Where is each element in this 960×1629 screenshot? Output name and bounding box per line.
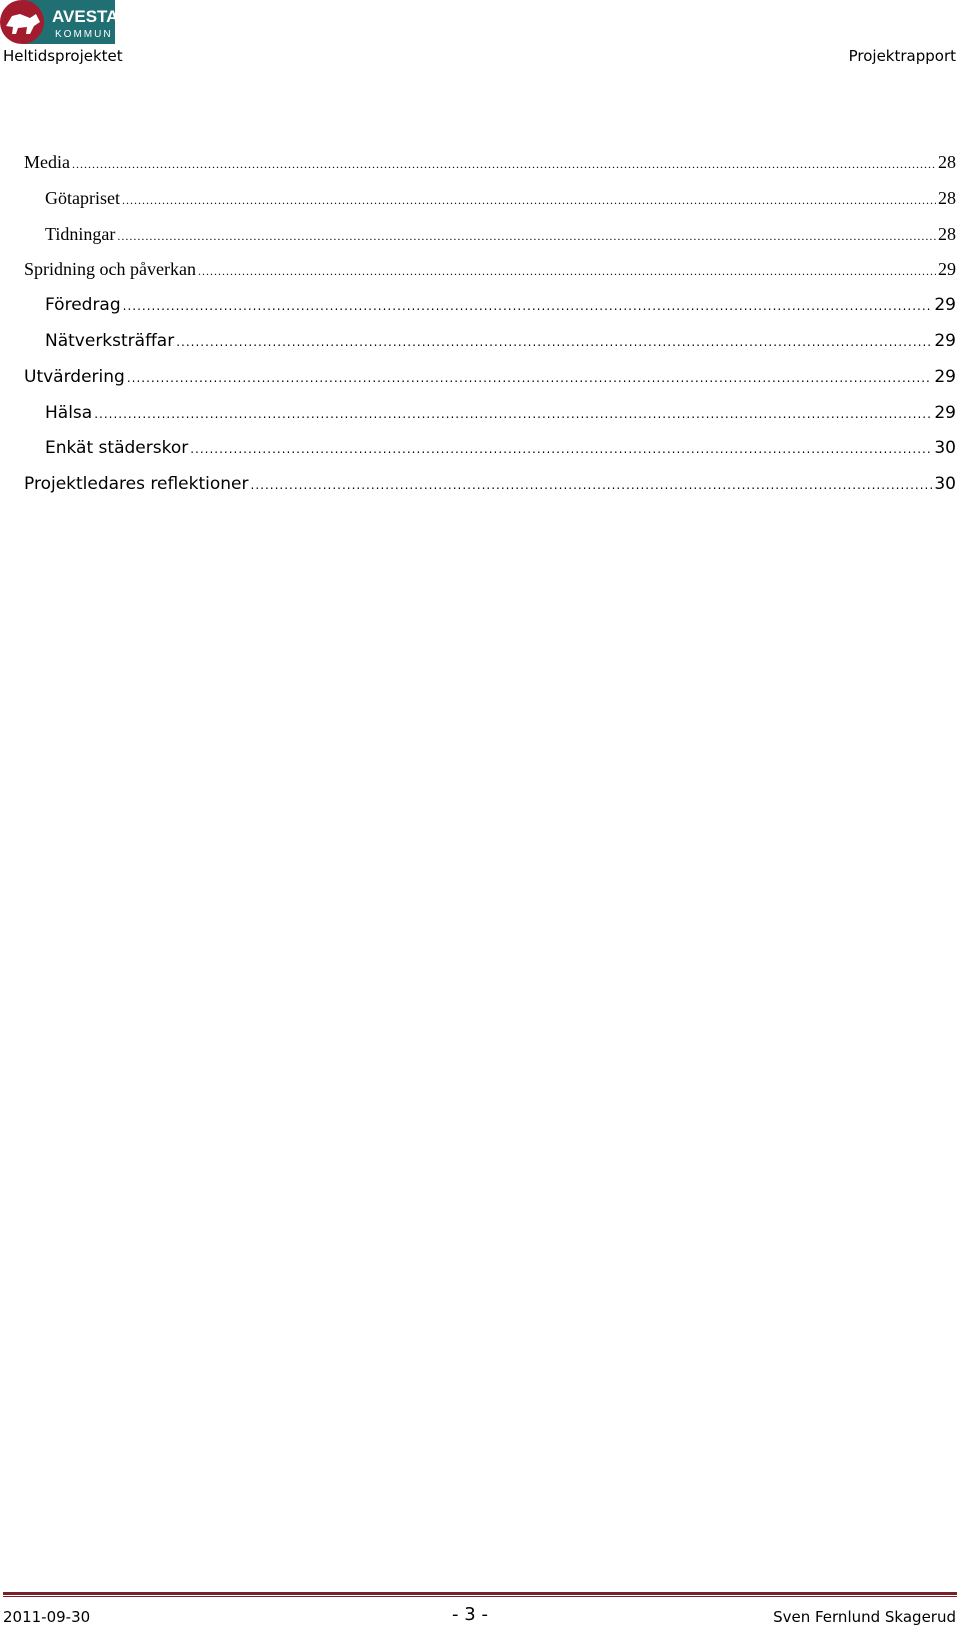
header-document-type: Projektrapport xyxy=(848,47,956,65)
toc-entry-page: 28 xyxy=(938,187,956,208)
toc-leader-dots xyxy=(176,335,932,349)
footer-author: Sven Fernlund Skagerud xyxy=(773,1608,956,1626)
toc-entry[interactable] xyxy=(24,188,956,224)
toc-entry[interactable] xyxy=(24,259,956,295)
footer-divider-thin xyxy=(3,1596,957,1597)
footer-page-number: - 3 - xyxy=(452,1604,488,1625)
toc-entry-label: Projektledares reflektioner xyxy=(24,474,249,495)
table-of-contents xyxy=(24,152,956,510)
toc-entry[interactable] xyxy=(24,367,956,403)
toc-entry[interactable] xyxy=(24,152,956,188)
toc-entry-page: 29 xyxy=(934,295,956,316)
toc-entry-page: 29 xyxy=(934,330,956,351)
toc-entry-label: Media xyxy=(24,152,70,172)
avesta-kommun-logo xyxy=(0,0,115,44)
toc-entry-label: Enkät städerskor xyxy=(45,438,189,459)
toc-leader-dots xyxy=(117,229,936,244)
toc-leader-dots xyxy=(94,407,932,421)
toc-leader-dots xyxy=(251,478,933,492)
toc-leader-dots xyxy=(72,157,936,172)
toc-entry-label: Götapriset xyxy=(45,187,120,208)
toc-leader-dots xyxy=(198,264,936,279)
toc-leader-dots xyxy=(123,299,933,313)
header-project-name: Heltidsprojektet xyxy=(3,47,123,65)
toc-leader-dots xyxy=(122,193,936,208)
footer-divider xyxy=(3,1592,957,1595)
toc-entry-label: Föredrag xyxy=(45,295,121,316)
toc-leader-dots xyxy=(190,442,932,456)
toc-entry-page: 30 xyxy=(934,474,956,495)
toc-entry[interactable] xyxy=(24,224,956,260)
toc-entry-page: 29 xyxy=(934,366,956,387)
toc-entry-page: 29 xyxy=(938,259,956,280)
toc-entry-label: Nätverksträffar xyxy=(45,330,175,351)
toc-entry[interactable] xyxy=(24,438,956,474)
toc-entry-label: Tidningar xyxy=(45,223,116,244)
toc-entry-label: Spridning och påverkan xyxy=(24,259,196,280)
toc-entry-page: 28 xyxy=(938,152,956,172)
footer-date: 2011-09-30 xyxy=(3,1608,91,1626)
toc-leader-dots xyxy=(127,371,933,385)
toc-entry-label: Hälsa xyxy=(45,402,93,423)
logo-subtext: KOMMUN xyxy=(55,29,113,40)
toc-entry[interactable] xyxy=(24,295,956,331)
logo-text: AVESTA xyxy=(52,7,115,26)
toc-entry[interactable] xyxy=(24,331,956,367)
toc-entry[interactable] xyxy=(24,474,956,510)
toc-entry-label: Utvärdering xyxy=(24,366,125,387)
toc-entry-page: 28 xyxy=(938,223,956,244)
toc-entry[interactable] xyxy=(24,403,956,439)
toc-entry-page: 29 xyxy=(934,402,956,423)
toc-entry-page: 30 xyxy=(934,438,956,459)
